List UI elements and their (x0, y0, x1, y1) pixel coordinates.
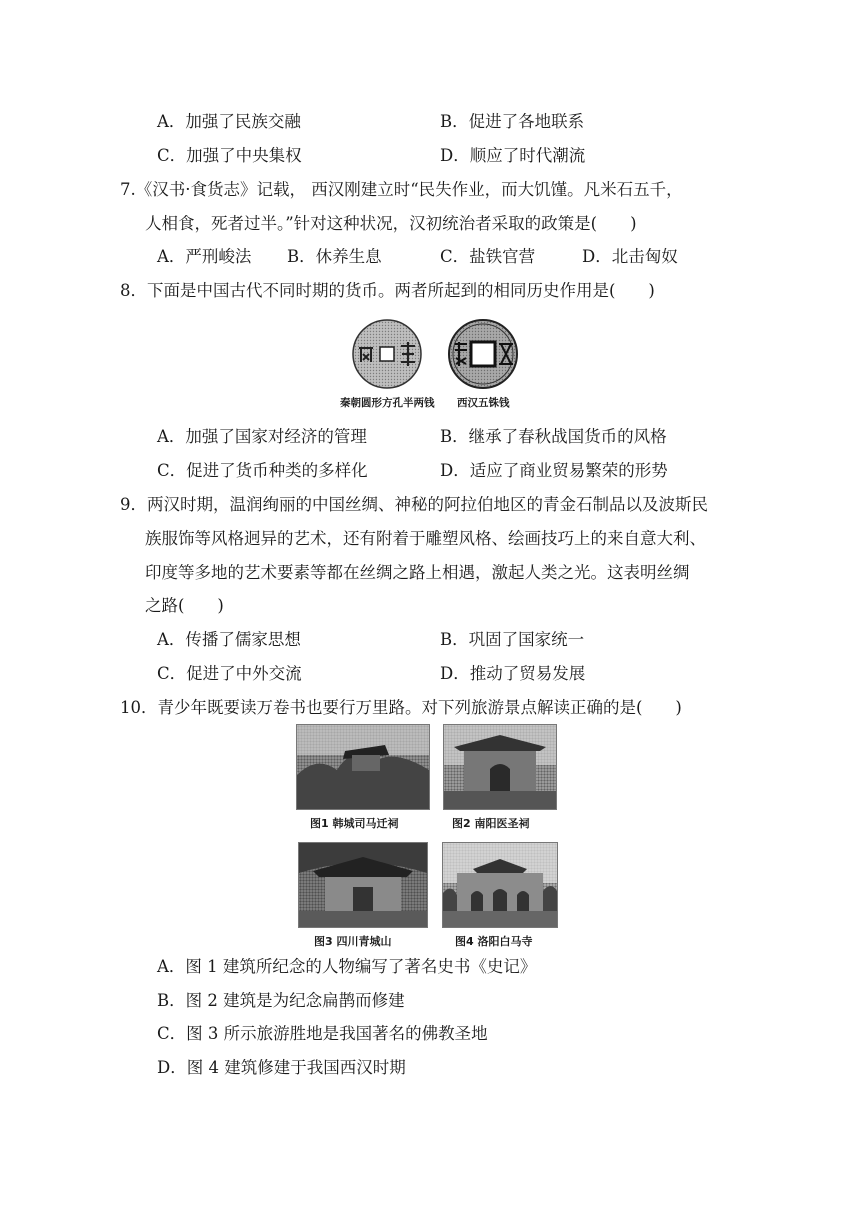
baima-temple-photo (442, 842, 558, 928)
qingcheng-mountain-photo (298, 842, 428, 928)
fig4-caption: 图4 洛阳白马寺 (455, 935, 533, 948)
q10-option-c: C．图 3 所示旅游胜地是我国著名的佛教圣地 (157, 1024, 488, 1043)
q9-option-b: B．巩固了国家统一 (440, 630, 585, 649)
coin1-caption: 秦朝圆形方孔半两钱 (340, 397, 435, 409)
q10-option-a: A．图 1 建筑所纪念的人物编写了著名史书《史记》 (157, 957, 537, 976)
q9-option-d: D．推动了贸易发展 (440, 664, 586, 683)
q7-option-d: D．北击匈奴 (582, 247, 678, 266)
q7-stem-line2: 人相食，死者过半。”针对这种状况，汉初统治者采取的政策是( ) (145, 214, 637, 233)
q8-option-b: B．继承了春秋战国货币的风格 (440, 427, 667, 446)
q8-option-d: D．适应了商业贸易繁荣的形势 (440, 461, 668, 480)
q9-option-c: C．促进了中外交流 (157, 664, 302, 683)
fig1-caption: 图1 韩城司马迁祠 (310, 817, 399, 830)
q10-option-d: D．图 4 建筑修建于我国西汉时期 (157, 1058, 406, 1077)
q6-option-d: D．顺应了时代潮流 (440, 146, 586, 165)
q8-stem: 8．下面是中国古代不同时期的货币。两者所起到的相同历史作用是( ) (120, 281, 655, 300)
q9-stem-line2: 族服饰等风格迥异的艺术，还有附着于雕塑风格、绘画技巧上的来自意大利、 (145, 529, 706, 548)
q8-coins-figure (340, 318, 525, 413)
baima-temple-image (443, 843, 557, 927)
q7-stem-line1: 7.《汉书·食货志》记载， 西汉刚建立时“民失作业，而大饥馑。凡米石五千， (120, 180, 683, 199)
sima-qian-shrine-image (297, 725, 429, 809)
q9-stem-line1: 9．两汉时期，温润绚丽的中国丝绸、神秘的阿拉伯地区的青金石制品以及波斯民 (120, 495, 708, 514)
q9-stem-line3: 印度等多地的艺术要素等都在丝绸之路上相遇，激起人类之光。这表明丝绸 (145, 563, 690, 582)
q6-option-c: C．加强了中央集权 (157, 146, 302, 165)
q6-option-a: A．加强了民族交融 (157, 112, 301, 131)
q6-option-b: B．促进了各地联系 (440, 112, 585, 131)
sima-qian-shrine-photo (296, 724, 430, 810)
yisheng-shrine-photo (443, 724, 557, 810)
q7-option-c: C．盐铁官营 (440, 247, 536, 266)
q8-option-a: A．加强了国家对经济的管理 (157, 427, 367, 446)
yisheng-shrine-image (444, 725, 556, 809)
coin2-caption: 西汉五铢钱 (457, 397, 510, 409)
qingcheng-mountain-image (299, 843, 427, 927)
fig2-caption: 图2 南阳医圣祠 (452, 817, 530, 830)
q7-option-a: A．严刑峻法 (157, 247, 252, 266)
q9-option-a: A．传播了儒家思想 (157, 630, 301, 649)
q9-stem-line4: 之路( ) (145, 596, 224, 615)
q8-option-c: C．促进了货币种类的多样化 (157, 461, 368, 480)
q7-option-b: B．休养生息 (287, 247, 382, 266)
ban-liang-coin-image (345, 318, 525, 390)
q10-stem: 10．青少年既要读万卷书也要行万里路。对下列旅游景点解读正确的是( ) (120, 698, 682, 717)
fig3-caption: 图3 四川青城山 (314, 935, 392, 948)
q10-option-b: B．图 2 建筑是为纪念扁鹊而修建 (157, 991, 405, 1010)
